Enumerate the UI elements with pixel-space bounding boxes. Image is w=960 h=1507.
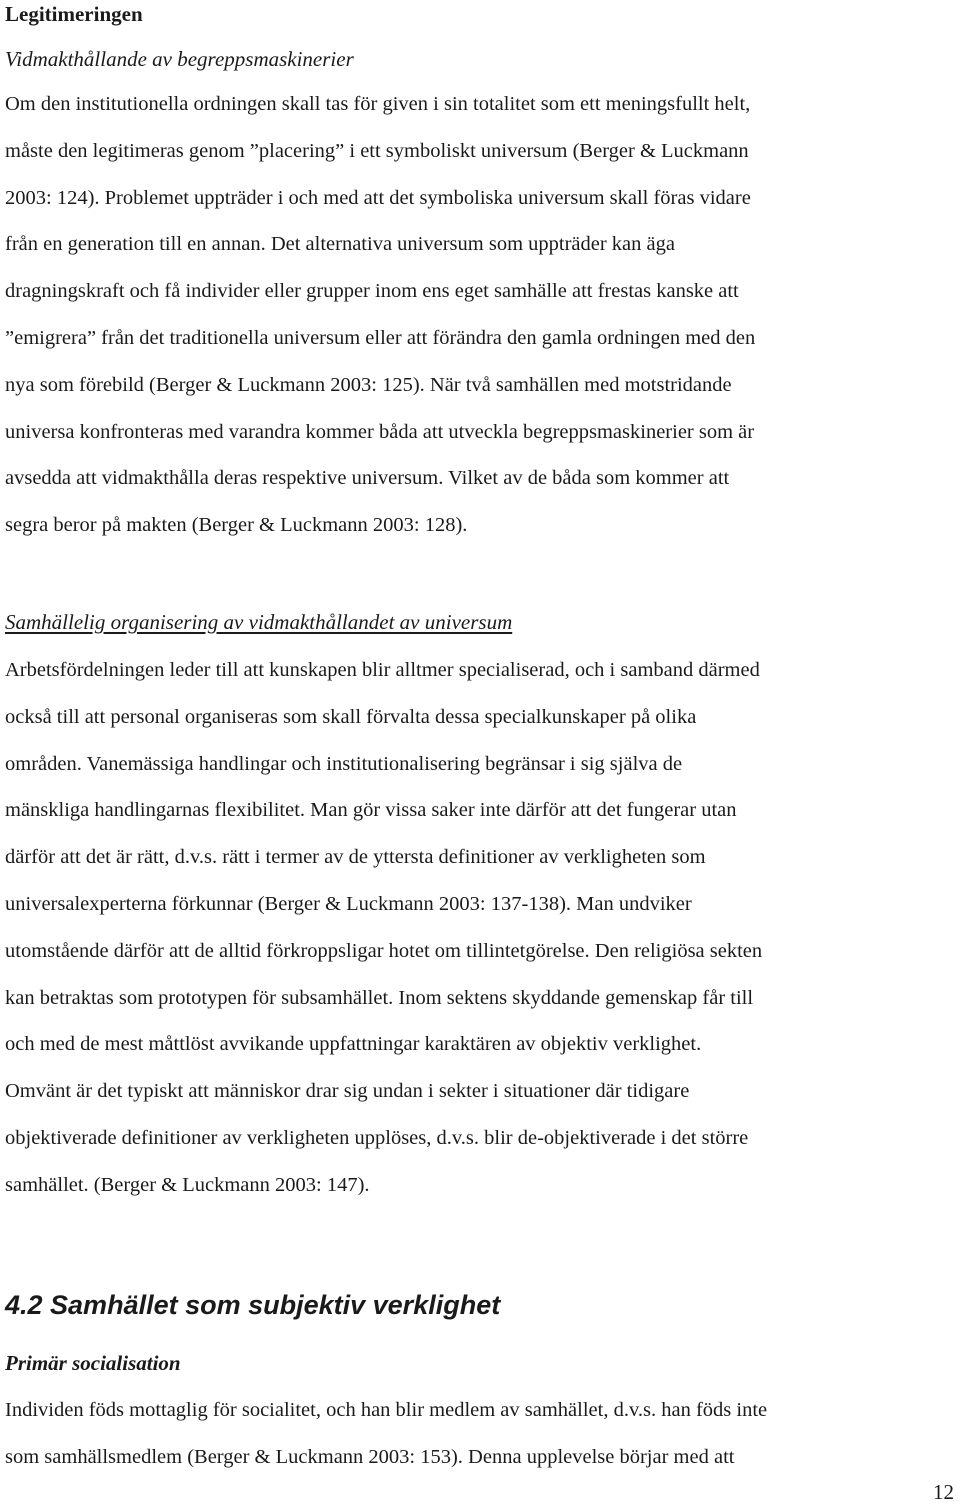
paragraph-line: därför att det är rätt, d.v.s. rätt i termer av de yttersta definitioner av verkligheten som: [5, 846, 706, 869]
paragraph-line: 2003: 124). Problemet uppträder i och med att det symboliska universum skall föras vidare: [5, 186, 751, 209]
section-heading: 4.2 Samhället som subjektiv verklighet: [5, 1290, 501, 1320]
paragraph-line: universalexperterna förkunnar (Berger & Luckmann 2003: 137-138). Man undviker: [5, 892, 692, 915]
paragraph-1: [5, 81, 957, 549]
paragraph-line: och med de mest måttlöst avvikande uppfattningar karaktären av objektiv verklighet.: [5, 1033, 702, 1056]
subheading-vidmakthallande: Vidmakthållande av begreppsmaskinerier: [5, 47, 354, 71]
paragraph-3: [5, 1387, 957, 1481]
paragraph-2: [5, 647, 957, 1209]
paragraph-line: ”emigrera” från det traditionella universum eller att förändra den gamla ordningen med den: [5, 326, 756, 349]
paragraph-line: objektiverade definitioner av verkligheten upplöses, d.v.s. blir de-objektiverade i det större: [5, 1126, 749, 1149]
paragraph-line: universa konfronteras med varandra kommer båda att utveckla begreppsmaskinerier som är: [5, 420, 755, 443]
page-number: 12: [933, 1480, 954, 1504]
paragraph-line: också till att personal organiseras som skall förvalta dessa specialkunskaper på olika: [5, 705, 697, 728]
subheading-samhallelig-organisering: Samhällelig organisering av vidmakthållandet av universum: [5, 610, 513, 634]
heading-legitimeringen: Legitimeringen: [5, 2, 143, 26]
paragraph-line: kan betraktas som prototypen för subsamhället. Inom sektens skyddande gemenskap får till: [5, 986, 754, 1009]
paragraph-line: dragningskraft och få individer eller grupper inom ens eget samhälle att frestas kanske att: [5, 280, 739, 303]
paragraph-line: segra beror på makten (Berger & Luckmann 2003: 128).: [5, 514, 468, 537]
paragraph-line: nya som förebild (Berger & Luckmann 2003: 125). När två samhällen med motstridande: [5, 373, 732, 396]
paragraph-line: mänskliga handlingarnas flexibilitet. Man gör vissa saker inte därför att det fungerar utan: [5, 799, 737, 822]
subheading-primar-socialisation: Primär socialisation: [5, 1351, 181, 1375]
paragraph-line: måste den legitimeras genom ”placering” i ett symboliskt universum (Berger & Luckmann: [5, 139, 749, 162]
paragraph-line: avsedda att vidmakthålla deras respektive universum. Vilket av de båda som kommer att: [5, 467, 730, 490]
paragraph-line: Individen föds mottaglig för socialitet, och han blir medlem av samhället, d.v.s. han föds inte: [5, 1399, 768, 1421]
paragraph-line: Omvänt är det typiskt att människor drar sig undan i sekter i situationer där tidigare: [5, 1080, 690, 1103]
paragraph-line: Arbetsfördelningen leder till att kunskapen blir alltmer specialiserad, och i samband därmed: [5, 659, 760, 681]
paragraph-line: som samhällsmedlem (Berger & Luckmann 2003: 153). Denna upplevelse börjar med att: [5, 1445, 735, 1468]
paragraph-line: områden. Vanemässiga handlingar och institutionalisering begränsar i sig själva de: [5, 752, 683, 775]
paragraph-line: samhället. (Berger & Luckmann 2003: 147).: [5, 1173, 370, 1196]
paragraph-line: från en generation till en annan. Det alternativa universum som uppträder kan äga: [5, 233, 675, 256]
paragraph-line: Om den institutionella ordningen skall tas för given i sin totalitet som ett meningsfullt helt,: [5, 93, 751, 115]
paragraph-line: utomstående därför att de alltid förkroppsligar hotet om tillintetgörelse. Den religiösa sekten: [5, 939, 763, 962]
